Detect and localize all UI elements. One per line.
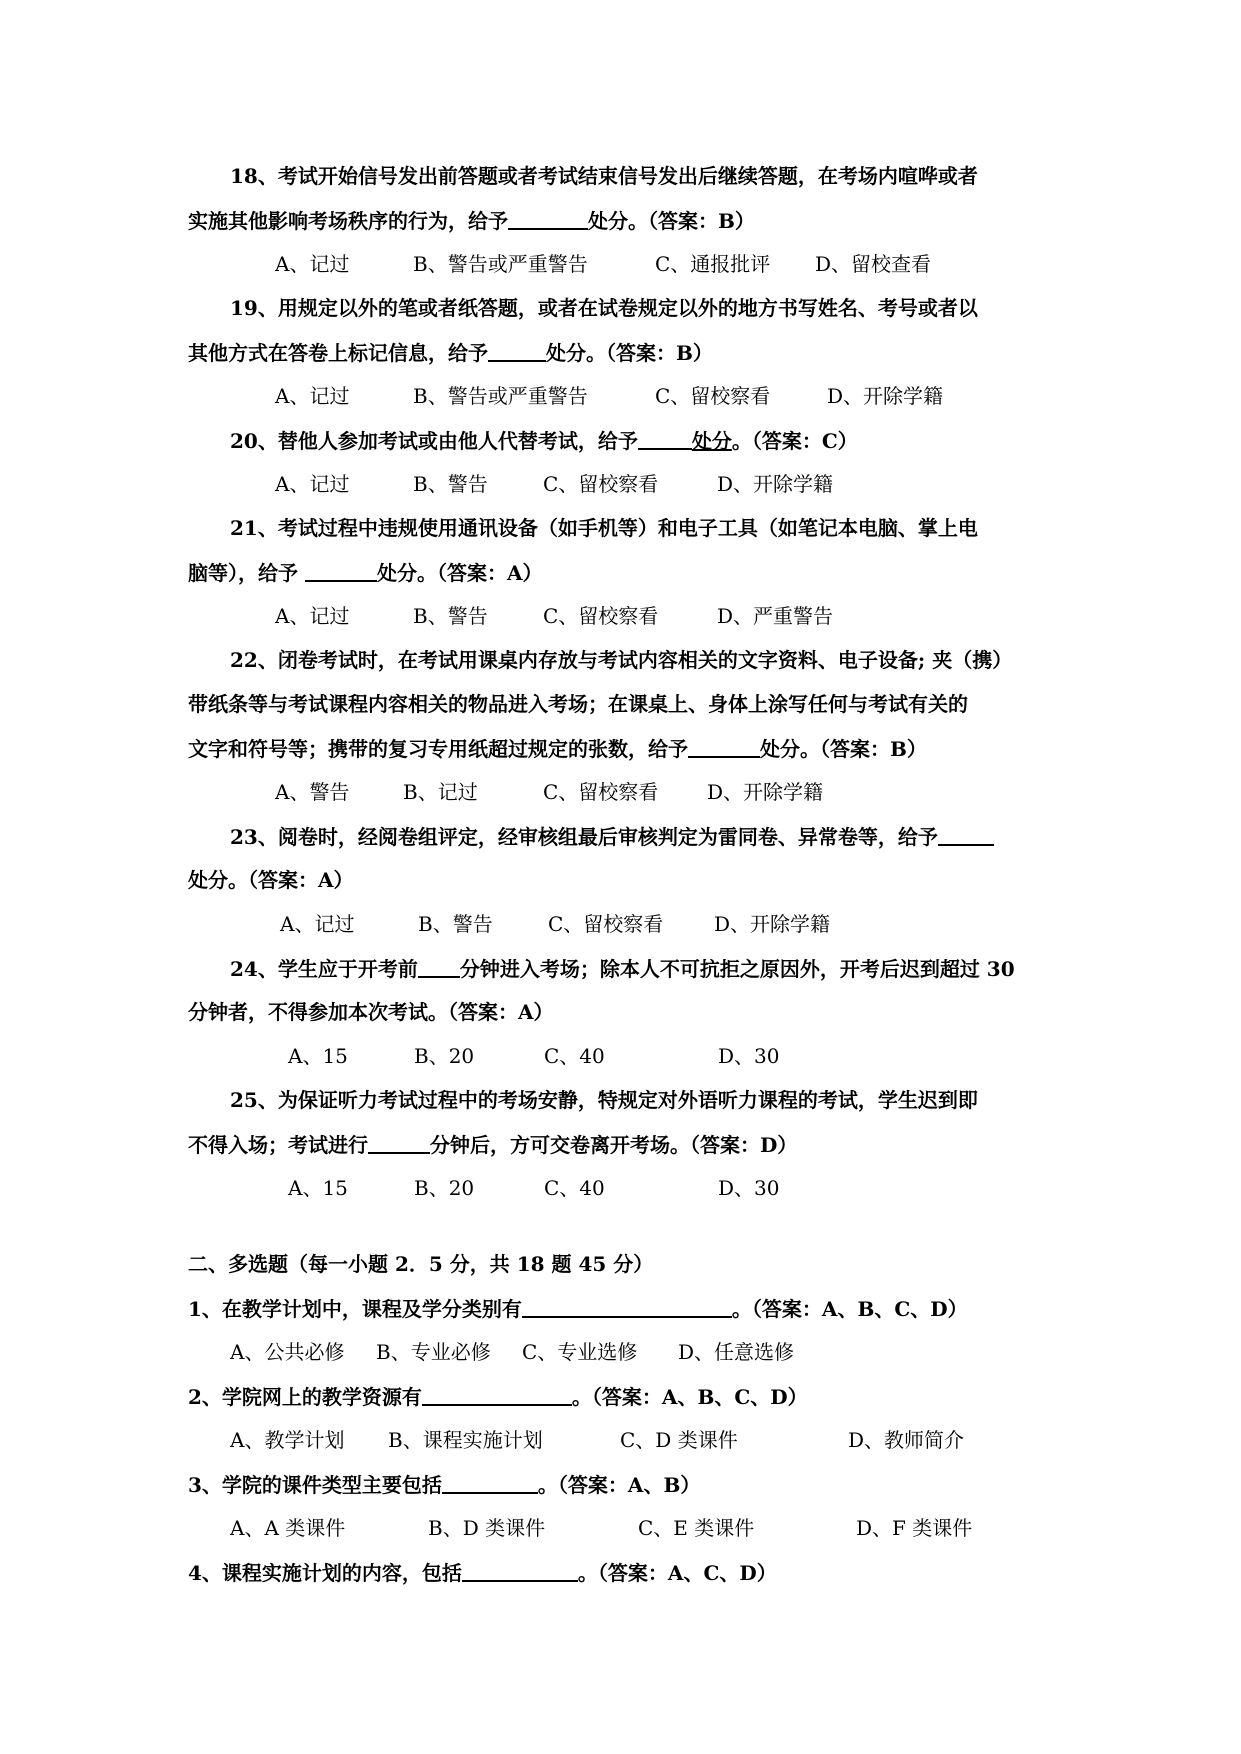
question-25-line2 <box>188 1130 1068 1159</box>
option-c: C、40 <box>544 1176 605 1200</box>
question-text: 处分。 <box>188 868 248 892</box>
option-b: B、警告或严重警告 <box>413 384 588 408</box>
question-number: 4、 <box>188 1561 222 1585</box>
question-text: 课程实施计划的内容，包括 <box>221 1561 462 1585</box>
option-a: A、记过 <box>275 384 350 408</box>
question-number: 22、 <box>230 648 278 672</box>
answer-blank <box>442 1470 538 1494</box>
option-b: B、记过 <box>403 780 478 804</box>
multi-question-4 <box>188 1558 1068 1587</box>
multi-question-2 <box>188 1382 1068 1411</box>
answer-blank <box>462 1558 578 1582</box>
question-text: 。 <box>577 1561 598 1585</box>
option-a: A、15 <box>288 1044 348 1068</box>
question-text: 带纸条等与考试课程内容相关的物品进入考场；在课桌上、身体上涂写任何与考试有关的 <box>188 692 968 716</box>
answer-key: （答案：C） <box>751 429 858 453</box>
option-d: D、开除学籍 <box>707 780 824 804</box>
question-18-line1 <box>230 162 1110 190</box>
option-b: B、警告 <box>418 912 493 936</box>
option-b: B、警告或严重警告 <box>413 252 588 276</box>
option-d: D、30 <box>718 1044 780 1068</box>
question-25-line1 <box>230 1086 1110 1114</box>
answer-key: （答案：A） <box>248 868 354 892</box>
option-d: D、F 类课件 <box>856 1516 973 1540</box>
question-text: 处分。 <box>760 737 820 761</box>
option-d: D、开除学籍 <box>717 472 834 496</box>
option-b: B、警告 <box>413 472 488 496</box>
question-text: 分钟后，方可交卷离开考场。 <box>430 1133 690 1157</box>
option-b: B、专业必修 <box>376 1340 491 1364</box>
answer-blank <box>368 1130 430 1154</box>
option-c: C、留校察看 <box>543 472 659 496</box>
question-text: 。 <box>571 1385 592 1409</box>
option-d: D、开除学籍 <box>827 384 944 408</box>
question-text: 处分。 <box>546 341 606 365</box>
option-a: A、记过 <box>280 912 355 936</box>
question-text: 文字和符号等；携带的复习专用纸超过规定的张数，给予 <box>188 737 688 761</box>
question-22-line3 <box>188 734 1068 763</box>
multi-question-3 <box>188 1470 1068 1499</box>
option-d: D、30 <box>718 1176 780 1200</box>
option-a: A、公共必修 <box>230 1340 345 1364</box>
answer-blank <box>638 426 692 450</box>
option-b: B、20 <box>414 1176 475 1200</box>
option-c: C、留校察看 <box>655 384 771 408</box>
question-24-line2 <box>188 998 1068 1026</box>
option-d: D、严重警告 <box>717 604 834 628</box>
question-text: 分钟者，不得参加本次考试。 <box>188 1000 448 1024</box>
question-text: 其他方式在答卷上标记信息，给予 <box>188 341 488 365</box>
question-text: 学院网上的教学资源有 <box>221 1385 422 1409</box>
answer-key: （答案：A） <box>448 1000 554 1024</box>
question-number: 20、 <box>230 429 278 453</box>
option-a: A、15 <box>288 1176 348 1200</box>
question-text: 。 <box>731 1297 752 1321</box>
answer-key: （答案：B） <box>606 341 713 365</box>
option-c: C、留校察看 <box>543 604 659 628</box>
question-text: 考试开始信号发出前答题或者考试结束信号发出后继续答题，在考场内喧哗或者 <box>277 164 978 188</box>
question-text: 处分 <box>691 429 732 453</box>
question-19-line1 <box>230 294 1110 322</box>
option-a: A、记过 <box>275 604 350 628</box>
answer-blank <box>488 338 546 362</box>
question-text: 闭卷考试时，在考试用课桌内存放与考试内容相关的文字资料、电子设备; 夹（携） <box>277 648 1013 672</box>
option-a: A、A 类课件 <box>230 1516 346 1540</box>
question-21-line1 <box>230 514 1110 542</box>
question-23-line1 <box>230 822 1110 851</box>
option-b: B、警告 <box>413 604 488 628</box>
section-title: 二、多选题（每一小题 2．5 分，共 18 题 45 分） <box>188 1252 654 1276</box>
option-b: B、D 类课件 <box>428 1516 546 1540</box>
question-text: 学院的课件类型主要包括 <box>221 1473 442 1497</box>
question-text: 处分。 <box>376 561 437 585</box>
question-19-line2 <box>188 338 1068 367</box>
question-text: 不得入场；考试进行 <box>188 1133 368 1157</box>
option-c: C、留校察看 <box>543 780 659 804</box>
question-text: 实施其他影响考场秩序的行为，给予 <box>188 209 508 233</box>
question-text: 用规定以外的笔或者纸答题，或者在试卷规定以外的地方书写姓名、考号或者以 <box>277 296 978 320</box>
answer-blank <box>688 734 760 758</box>
option-c: C、E 类课件 <box>638 1516 755 1540</box>
question-text: 学生应于开考前 <box>277 957 418 981</box>
question-number: 25、 <box>230 1088 278 1112</box>
question-24-line1 <box>230 954 1110 983</box>
question-text: 阅卷时，经阅卷组评定，经审核组最后审核判定为雷同卷、异常卷等，给予 <box>277 825 938 849</box>
option-c: C、通报批评 <box>655 252 771 276</box>
question-18-line2 <box>188 206 1068 235</box>
option-a: A、教学计划 <box>230 1428 345 1452</box>
question-number: 1、 <box>188 1297 222 1321</box>
answer-key: （答案：A、B、C、D） <box>591 1385 808 1409</box>
answer-key: （答案：A、C、D） <box>597 1561 777 1585</box>
question-text: 在教学计划中，课程及学分类别有 <box>221 1297 522 1321</box>
answer-blank <box>522 1294 732 1318</box>
answer-blank <box>418 954 460 978</box>
question-text: 为保证听力考试过程中的考场安静，特规定对外语听力课程的考试，学生迟到即 <box>277 1088 978 1112</box>
answer-blank <box>422 1382 572 1406</box>
question-text: 。 <box>537 1473 558 1497</box>
option-d: D、开除学籍 <box>714 912 831 936</box>
question-22-line1 <box>230 646 1110 674</box>
question-number: 2、 <box>188 1385 222 1409</box>
question-22-line2 <box>188 690 1068 718</box>
answer-blank <box>938 822 994 846</box>
answer-blank <box>305 558 377 582</box>
answer-key: （答案：B） <box>648 209 755 233</box>
option-a: A、记过 <box>275 252 350 276</box>
question-number: 3、 <box>188 1473 222 1497</box>
option-c: C、40 <box>544 1044 605 1068</box>
question-21-line2 <box>188 558 1068 587</box>
option-d: D、任意选修 <box>678 1340 795 1364</box>
option-a: A、警告 <box>275 780 350 804</box>
option-c: C、专业选修 <box>522 1340 638 1364</box>
question-23-line2 <box>188 866 1068 894</box>
multi-question-1 <box>188 1294 1068 1323</box>
answer-key: （答案：D） <box>690 1133 798 1157</box>
option-d: D、留校查看 <box>815 252 932 276</box>
question-number: 19、 <box>230 296 278 320</box>
question-20-line1 <box>230 426 1110 455</box>
option-c: C、D 类课件 <box>620 1428 738 1452</box>
answer-key: （答案：A、B） <box>557 1473 701 1497</box>
answer-key: （答案：B） <box>820 737 927 761</box>
question-text: 。 <box>731 429 752 453</box>
answer-key: （答案：A） <box>436 561 543 585</box>
option-d: D、教师简介 <box>848 1428 965 1452</box>
option-b: B、课程实施计划 <box>388 1428 543 1452</box>
answer-blank <box>508 206 588 230</box>
option-c: C、留校察看 <box>548 912 664 936</box>
question-number: 21、 <box>230 516 278 540</box>
answer-key: （答案：A、B、C、D） <box>751 1297 968 1321</box>
question-text: 脑等），给予 <box>188 561 305 585</box>
option-b: B、20 <box>414 1044 475 1068</box>
question-text: 替他人参加考试或由他人代替考试，给予 <box>277 429 638 453</box>
question-text: 考试过程中违规使用通讯设备（如手机等）和电子工具（如笔记本电脑、掌上电 <box>277 516 978 540</box>
question-text: 处分。 <box>588 209 648 233</box>
question-number: 24、 <box>230 957 278 981</box>
question-text: 分钟进入考场；除本人不可抗拒之原因外，开考后迟到超过 30 <box>459 957 1015 981</box>
option-a: A、记过 <box>275 472 350 496</box>
question-number: 18、 <box>230 164 278 188</box>
question-number: 23、 <box>230 825 278 849</box>
